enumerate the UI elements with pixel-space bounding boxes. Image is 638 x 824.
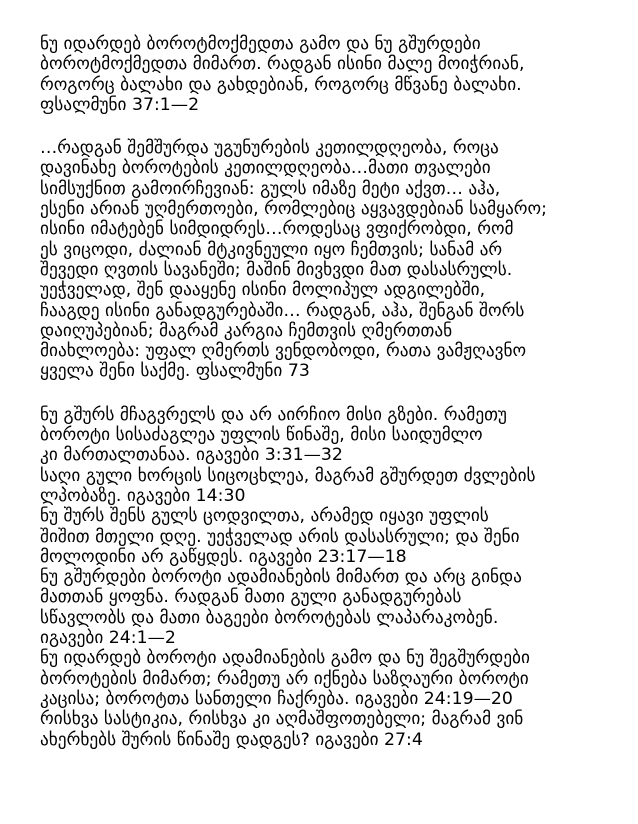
text-line: ბოროტების მიმართ; რამეთუ არ იქნება საზღაური ბოროტი (40, 668, 529, 689)
text-line: მიახლოება: უფალ ღმერთს ვენდობოდი, რათა ვამჟღავნო (40, 341, 527, 362)
paragraph-spacer (40, 115, 606, 138)
text-line: …რადგან შემშურდა უგუნურების კეთილდღეობა, როცა (40, 138, 499, 159)
text-line: საღი გული ხორცის სიცოცხლეა, მაგრამ გშურდეთ ძვლების (40, 465, 536, 486)
text-line: ბოროტი სისაძაგლეა უფლის წინაშე, მისი საიდუმლო (40, 425, 483, 446)
text-line: სიმსუქნით გამოირჩევიან: გულს იმაზე მეტი აქვთ… აჰა, (40, 178, 501, 199)
text-line: ნუ გშურდები ბოროტი ადამიანების მიმართ და არც გინდა (40, 567, 522, 588)
text-line: ბოროტმოქმედთა მიმართ. რადგან ისინი მალე მოიჭრიან, (40, 54, 525, 75)
text-line: ჩააგდე ისინი განადგურებაში… რადგან, აჰა, შენგან შორს (40, 300, 525, 321)
text-line: კაცისა; ბოროტთა სანთელი ჩაქრება. იგავები 24:19—20 (40, 688, 513, 709)
text-line: ისინი იმატებენ სიმდიდრეს…როდესაც ვფიქრობდი, რომ (40, 219, 514, 240)
text-line: ეს ვიცოდი, ძალიან მტკივნეული იყო ჩემთვის; სანამ არ (40, 239, 503, 260)
text-line: უეჭველად, შენ დააყენე ისინი მოლიპულ ადგილებში, (40, 280, 486, 301)
text-line: მოლოდინი არ გაწყდეს. იგავები 23:17—18 (40, 546, 407, 567)
text-line: კი მართალთანაა. იგავები 3:31—32 (40, 445, 343, 466)
text-line: შევედი ღვთის სავანეში; მაშინ მივხვდი მათ დასასრულს. (40, 259, 513, 280)
text-line: ნუ იდარდებ ბოროტმოქმედთა გამო და ნუ გშურდები (40, 34, 481, 54)
text-line: ახერხებს შურის წინაშე დადგეს? იგავები 27:4 (40, 729, 423, 750)
text-line: იგავები 24:1—2 (40, 628, 176, 649)
text-line: მათთან ყოფნა. რადგან მათი გული განადგურებას (40, 587, 462, 608)
document-page (40, 34, 606, 750)
text-line: ფსალმუნი 37:1—2 (40, 94, 200, 115)
paragraph-psalm-37 (40, 34, 606, 115)
text-line: ნუ გშურს მჩაგვრელს და არ აირჩიო მისი გზები. რამეთუ (40, 404, 507, 425)
text-line: ყველა შენი საქმე. ფსალმუნი 73 (40, 361, 310, 382)
paragraph-psalm-73 (40, 138, 606, 382)
text-line: ნუ შურს შენს გულს ცოდვილთა, არამედ იყავი უფლის (40, 506, 489, 527)
text-line: დავინახე ბოროტების კეთილდღეობა…მათი თვალები (40, 158, 491, 179)
text-line: ლპობაზე. იგავები 14:30 (40, 485, 246, 506)
text-line: სწავლობს და მათი ბაგეები ბოროტებას ლაპარაკობენ. (40, 607, 499, 628)
text-line: დაიღუპებიან; მაგრამ კარგია ჩემთვის ღმერთთან (40, 320, 453, 341)
text-line: რისხვა სასტიკია, რისხვა კი აღმაშფოთებელი; მაგრამ ვინ (40, 709, 524, 730)
text-line: როგორც ბალახი და გახდებიან, როგორც მწვანე ბალახი. (40, 74, 522, 95)
text-line: შიშით მთელი დღე. უეჭველად არის დასასრული; და შენი (40, 526, 520, 547)
paragraph-proverbs (40, 405, 606, 750)
text-line: ესენი არიან უღმერთოები, რომლებიც აყვავდებიან სამყარო; (40, 199, 547, 220)
text-line: ნუ იდარდებ ბოროტი ადამიანების გამო და ნუ შეგშურდები (40, 648, 530, 669)
paragraph-spacer (40, 382, 606, 405)
